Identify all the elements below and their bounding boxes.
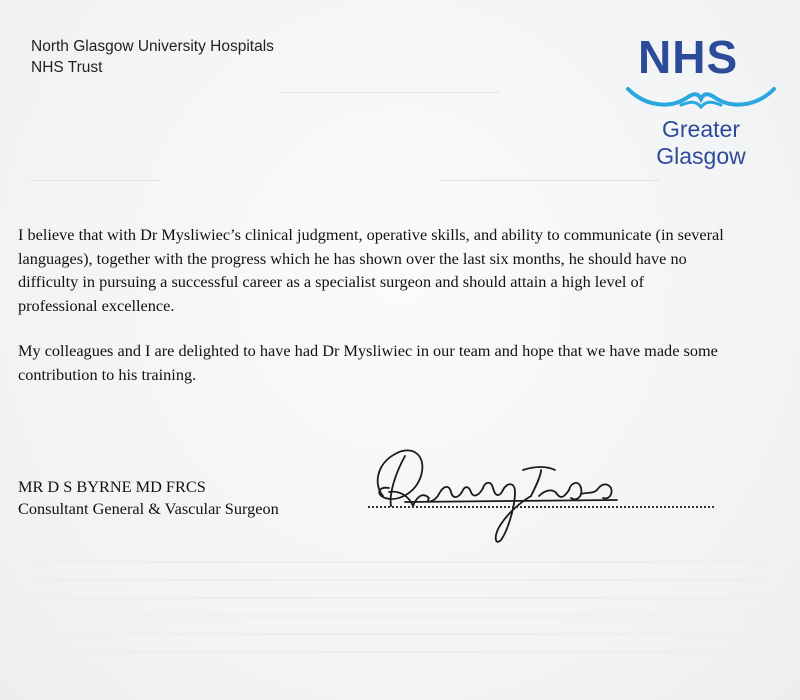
signatory-title: Consultant General & Vascular Surgeon [18,499,279,518]
signature-dotted-line [368,506,714,508]
paragraph-line: I believe that with Dr Mysliwiec’s clinical judgment, operative skills, and ability to communicate (in several [18,225,724,244]
region-name [636,116,766,170]
region-line-1: Greater [662,116,740,142]
signatory-block [18,476,279,520]
paragraph-recommendation [18,223,788,317]
paragraph-closing [18,339,788,386]
show-through-texture [30,180,160,191]
region-line-2: Glasgow [656,143,746,169]
handwritten-signature [365,436,635,548]
nhs-wordmark: NHS [638,31,739,83]
paragraph-line: languages), together with the progress which he has shown over the last six months, he should have no [18,248,687,268]
paragraph-line: My colleagues and I are delighted to have had Dr Mysliwiec in our team and hope that we have made some [18,341,718,360]
river-wave-icon [626,83,776,113]
show-through-texture [280,92,500,123]
show-through-texture [30,545,770,665]
paragraph-line: difficulty in pursuing a successful career as a specialist surgeon and should attain a high level of [18,272,645,291]
organisation-line-2: NHS Trust [31,59,103,76]
organisation-line-1: North Glasgow University Hospitals [31,38,274,55]
organisation-name [31,36,274,78]
paragraph-line: professional excellence. [18,295,175,315]
paragraph-line: contribution to his training. [18,364,197,384]
show-through-texture [440,180,660,191]
nhs-greater-glasgow-logo [616,28,786,178]
signatory-name: MR D S BYRNE MD FRCS [18,477,206,496]
